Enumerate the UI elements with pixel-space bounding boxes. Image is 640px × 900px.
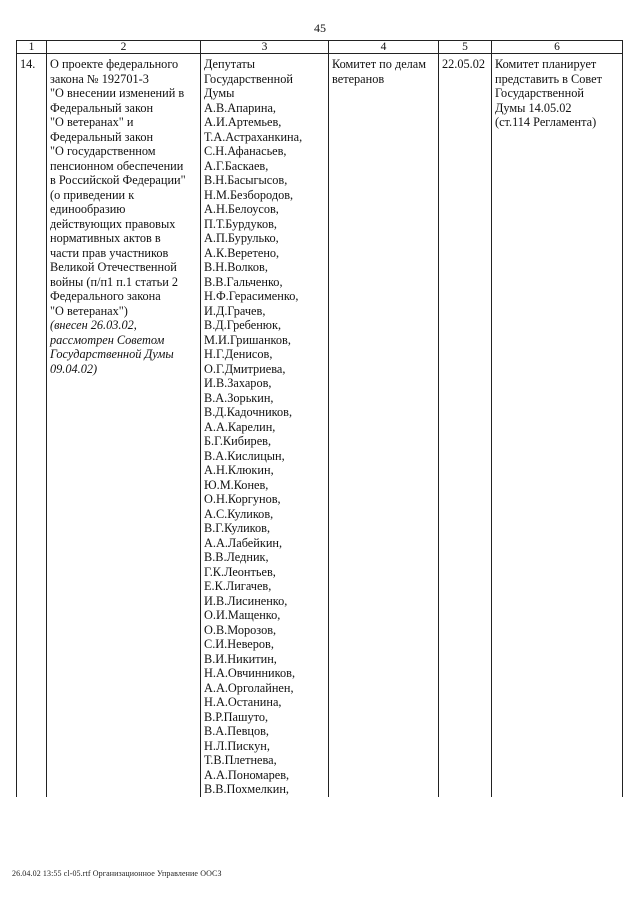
bill-title-line: "О внесении изменений в xyxy=(50,86,185,100)
bill-title-line: О проекте федерального xyxy=(50,57,179,71)
column-number: 6 xyxy=(492,41,623,54)
author-line: В.В.Гальченко, xyxy=(204,274,283,289)
bill-title-line: Великой Отечественной xyxy=(50,260,177,274)
author-line: О.Г.Дмитриева, xyxy=(204,361,286,376)
author-line: А.Г.Баскаев, xyxy=(204,158,269,173)
plan-line: Государственной xyxy=(495,86,584,100)
author-line: И.В.Лисиненко, xyxy=(204,593,288,608)
author-line: Н.А.Овчинников, xyxy=(204,666,296,680)
bill-title-line: (о приведении к xyxy=(50,187,135,202)
author-line: В.Р.Пашуто, xyxy=(204,709,269,724)
author-line: Е.К.Лигачев, xyxy=(204,579,272,593)
author-line: В.Д.Кадочников, xyxy=(204,405,293,419)
author-line: Государственной xyxy=(204,71,293,86)
table-row xyxy=(17,54,623,797)
footer-meta: 26.04.02 13:55 cl-05.rtf Организационное Управление ООСЗ xyxy=(12,869,222,878)
bill-title xyxy=(50,57,197,318)
author-line: А.А.Орголайнен, xyxy=(204,680,294,695)
authors-cell xyxy=(201,54,329,797)
committee-line: ветеранов xyxy=(332,71,385,86)
bill-title-line: Федеральный закон xyxy=(50,100,154,115)
column-number: 5 xyxy=(439,41,492,54)
author-line: А.Н.Белоусов, xyxy=(204,202,279,216)
author-line: В.Н.Басыгысов, xyxy=(204,173,288,187)
author-line: О.В.Морозов, xyxy=(204,622,277,637)
author-line: А.А.Карелин, xyxy=(204,419,276,434)
author-line: Ю.М.Конев, xyxy=(204,477,269,492)
bill-note-line: Государственной Думы xyxy=(50,347,174,361)
date-cell: 22.05.02 xyxy=(439,54,492,797)
author-line: В.В.Ледник, xyxy=(204,550,269,564)
plan-line: (ст.114 Регламента) xyxy=(495,115,597,129)
author-line: В.Г.Куликов, xyxy=(204,521,271,535)
author-line: В.Д.Гребенюк, xyxy=(204,318,282,332)
page-number: 45 xyxy=(314,21,326,35)
author-line: В.Н.Волков, xyxy=(204,260,268,274)
author-line: И.В.Захаров, xyxy=(204,376,272,390)
author-line: В.А.Певцов, xyxy=(204,724,269,738)
bill-title-line: "О ветеранах") xyxy=(50,303,128,318)
column-number-row xyxy=(17,41,623,54)
bill-title-line: "О ветеранах" и xyxy=(50,115,134,129)
author-line: Н.М.Безбородов, xyxy=(204,187,294,202)
author-line: Г.К.Леонтьев, xyxy=(204,564,276,579)
author-line: В.А.Зорькин, xyxy=(204,390,274,405)
bill-title-line: "О государственном xyxy=(50,144,156,158)
author-line: О.И.Мащенко, xyxy=(204,608,281,622)
author-line: Н.Л.Пискун, xyxy=(204,738,270,753)
bill-title-line: единообразию xyxy=(50,202,126,216)
plan-line: Комитет планирует xyxy=(495,57,597,71)
bill-note-line: (внесен 26.03.02, xyxy=(50,318,137,332)
author-line: Т.В.Плетнева, xyxy=(204,753,277,767)
author-line: А.И.Артемьев, xyxy=(204,115,282,129)
bill-title-line: Федеральный закон xyxy=(50,129,154,144)
author-line: Б.Г.Кибирев, xyxy=(204,434,272,448)
plan-cell xyxy=(492,54,623,797)
plan-line: Думы 14.05.02 xyxy=(495,100,572,115)
bill-title-line: Федерального закона xyxy=(50,289,161,303)
column-number: 2 xyxy=(47,41,201,54)
column-number: 1 xyxy=(17,41,47,54)
column-number: 4 xyxy=(329,41,439,54)
bill-title-line: части прав участников xyxy=(50,245,169,260)
author-line: В.А.Кислицын, xyxy=(204,448,285,463)
author-line: Н.Ф.Герасименко, xyxy=(204,289,299,303)
author-line: А.С.Куликов, xyxy=(204,506,274,521)
author-line: С.Н.Афанасьев, xyxy=(204,144,287,158)
author-line: А.В.Апарина, xyxy=(204,100,276,115)
plan-text xyxy=(495,57,619,130)
bill-title-line: закона № 192701-3 xyxy=(50,71,149,86)
authors-list xyxy=(204,57,325,797)
bill-title-line: нормативных актов в xyxy=(50,231,161,245)
bill-title-line: действующих правовых xyxy=(50,216,176,231)
author-line: Н.Г.Денисов, xyxy=(204,347,273,361)
author-line: О.Н.Коргунов, xyxy=(204,492,281,506)
author-line: Т.А.Астраханкина, xyxy=(204,129,303,144)
author-line: М.И.Гришанков, xyxy=(204,332,291,347)
author-line: В.И.Никитин, xyxy=(204,651,277,666)
bill-note-line: 09.04.02) xyxy=(50,361,98,376)
bill-title-line: пенсионном обеспечении xyxy=(50,158,184,173)
author-line: П.Т.Бурдуков, xyxy=(204,216,277,231)
bills-table xyxy=(16,40,623,797)
column-number: 3 xyxy=(201,41,329,54)
author-line: В.В.Похмелкин, xyxy=(204,782,290,796)
row-number: 14. xyxy=(17,54,47,797)
author-line: Думы xyxy=(204,86,235,100)
bill-note xyxy=(50,318,197,376)
author-line: А.А.Пономарев, xyxy=(204,767,290,782)
plan-line: представить в Совет xyxy=(495,71,602,86)
author-line: С.И.Неверов, xyxy=(204,637,274,651)
bill-title-cell xyxy=(47,54,201,797)
bill-title-line: в Российской Федерации" xyxy=(50,173,186,187)
committee-line: Комитет по делам xyxy=(332,57,427,71)
author-line: А.А.Лабейкин, xyxy=(204,535,283,550)
author-line: И.Д.Грачев, xyxy=(204,303,266,318)
author-line: Депутаты xyxy=(204,57,256,71)
committee-cell xyxy=(329,54,439,797)
author-line: Н.А.Останина, xyxy=(204,695,282,709)
committee-name xyxy=(332,57,435,86)
author-line: А.Н.Клюкин, xyxy=(204,463,274,477)
bill-title-line: войны (п/п1 п.1 статьи 2 xyxy=(50,274,179,289)
author-line: А.П.Бурулько, xyxy=(204,231,279,245)
author-line: А.К.Веретено, xyxy=(204,245,280,260)
bill-note-line: рассмотрен Советом xyxy=(50,332,165,347)
